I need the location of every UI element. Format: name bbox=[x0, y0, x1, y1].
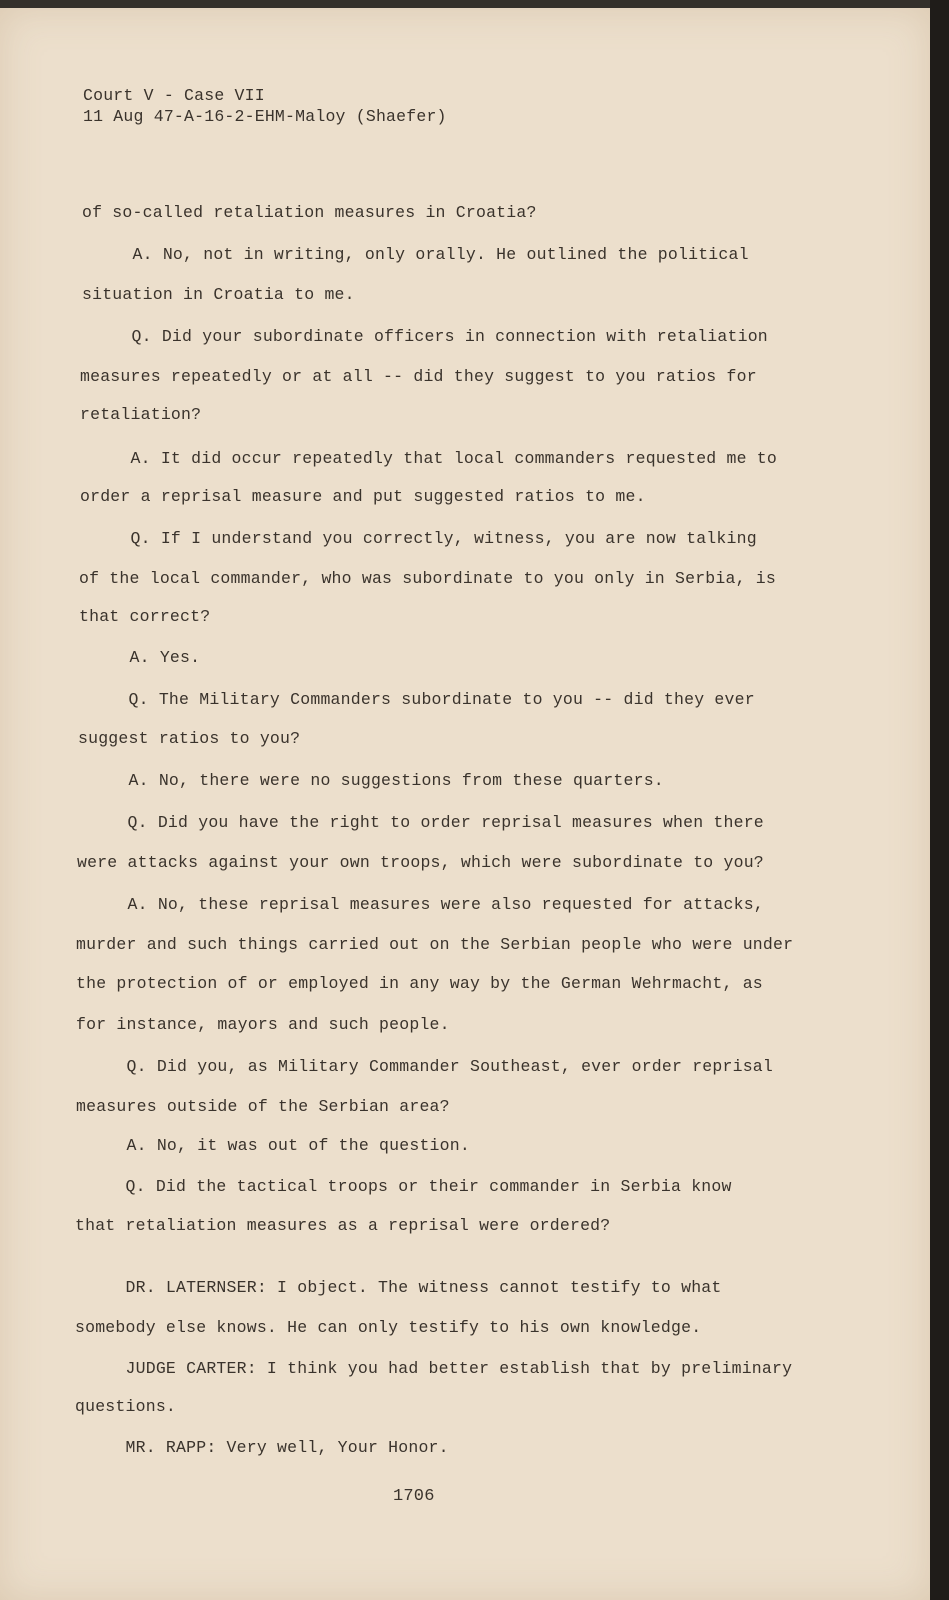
transcript-line: A. No, not in writing, only orally. He outlined the political bbox=[82, 245, 749, 264]
transcript-line: of the local commander, who was subordinate to you only in Serbia, is bbox=[79, 569, 777, 588]
transcript-line: A. No, these reprisal measures were also requested for attacks, bbox=[77, 895, 764, 914]
scan-right-edge bbox=[930, 0, 949, 1600]
transcript-line: for instance, mayors and such people. bbox=[76, 1015, 450, 1034]
transcript-line: that correct? bbox=[79, 607, 211, 626]
transcript-line: measures outside of the Serbian area? bbox=[76, 1097, 450, 1116]
transcript-line: A. No, there were no suggestions from these quarters. bbox=[78, 771, 664, 790]
transcript-line: Q. Did you, as Military Commander Southeast, ever order reprisal bbox=[76, 1057, 774, 1076]
transcript-line: Q. The Military Commanders subordinate to you -- did they ever bbox=[78, 690, 755, 709]
transcript-line: retaliation? bbox=[80, 405, 202, 424]
transcript-line: Q. Did your subordinate officers in connection with retaliation bbox=[81, 327, 768, 346]
transcript-line: JUDGE CARTER: I think you had better establish that by preliminary bbox=[75, 1359, 793, 1378]
transcript-line: MR. RAPP: Very well, Your Honor. bbox=[75, 1438, 449, 1457]
transcript-line: A. No, it was out of the question. bbox=[76, 1136, 470, 1155]
transcript-line: Q. If I understand you correctly, witness, you are now talking bbox=[80, 529, 757, 548]
transcript-line: of so-called retaliation measures in Croatia? bbox=[82, 203, 537, 222]
transcript-line: A. It did occur repeatedly that local commanders requested me to bbox=[80, 449, 778, 468]
transcript-line: that retaliation measures as a reprisal were ordered? bbox=[75, 1216, 611, 1235]
transcript-line: A. Yes. bbox=[79, 648, 201, 667]
transcript-line: were attacks against your own troops, which were subordinate to you? bbox=[77, 853, 764, 872]
transcript-line: somebody else knows. He can only testify to his own knowledge. bbox=[75, 1318, 702, 1337]
transcript-line: questions. bbox=[75, 1397, 177, 1416]
transcript-line: Q. Did you have the right to order reprisal measures when there bbox=[77, 813, 764, 832]
header-court-case: Court V - Case VII bbox=[83, 86, 265, 105]
transcript-line: DR. LATERNSER: I object. The witness cannot testify to what bbox=[75, 1278, 722, 1297]
page-number: 1706 bbox=[393, 1487, 435, 1506]
scan-top-edge bbox=[0, 0, 949, 8]
transcript-line: Q. Did the tactical troops or their commander in Serbia know bbox=[75, 1177, 732, 1196]
transcript-line: situation in Croatia to me. bbox=[82, 285, 355, 304]
header-date-reference: 11 Aug 47-A-16-2-EHM-Maloy (Shaefer) bbox=[83, 107, 447, 126]
transcript-line: order a reprisal measure and put suggested ratios to me. bbox=[80, 487, 646, 506]
transcript-line: murder and such things carried out on the Serbian people who were under bbox=[76, 935, 794, 954]
transcript-line: suggest ratios to you? bbox=[78, 729, 301, 748]
transcript-line: the protection of or employed in any way by the German Wehrmacht, as bbox=[76, 974, 763, 993]
transcript-line: measures repeatedly or at all -- did they suggest to you ratios for bbox=[80, 367, 757, 386]
